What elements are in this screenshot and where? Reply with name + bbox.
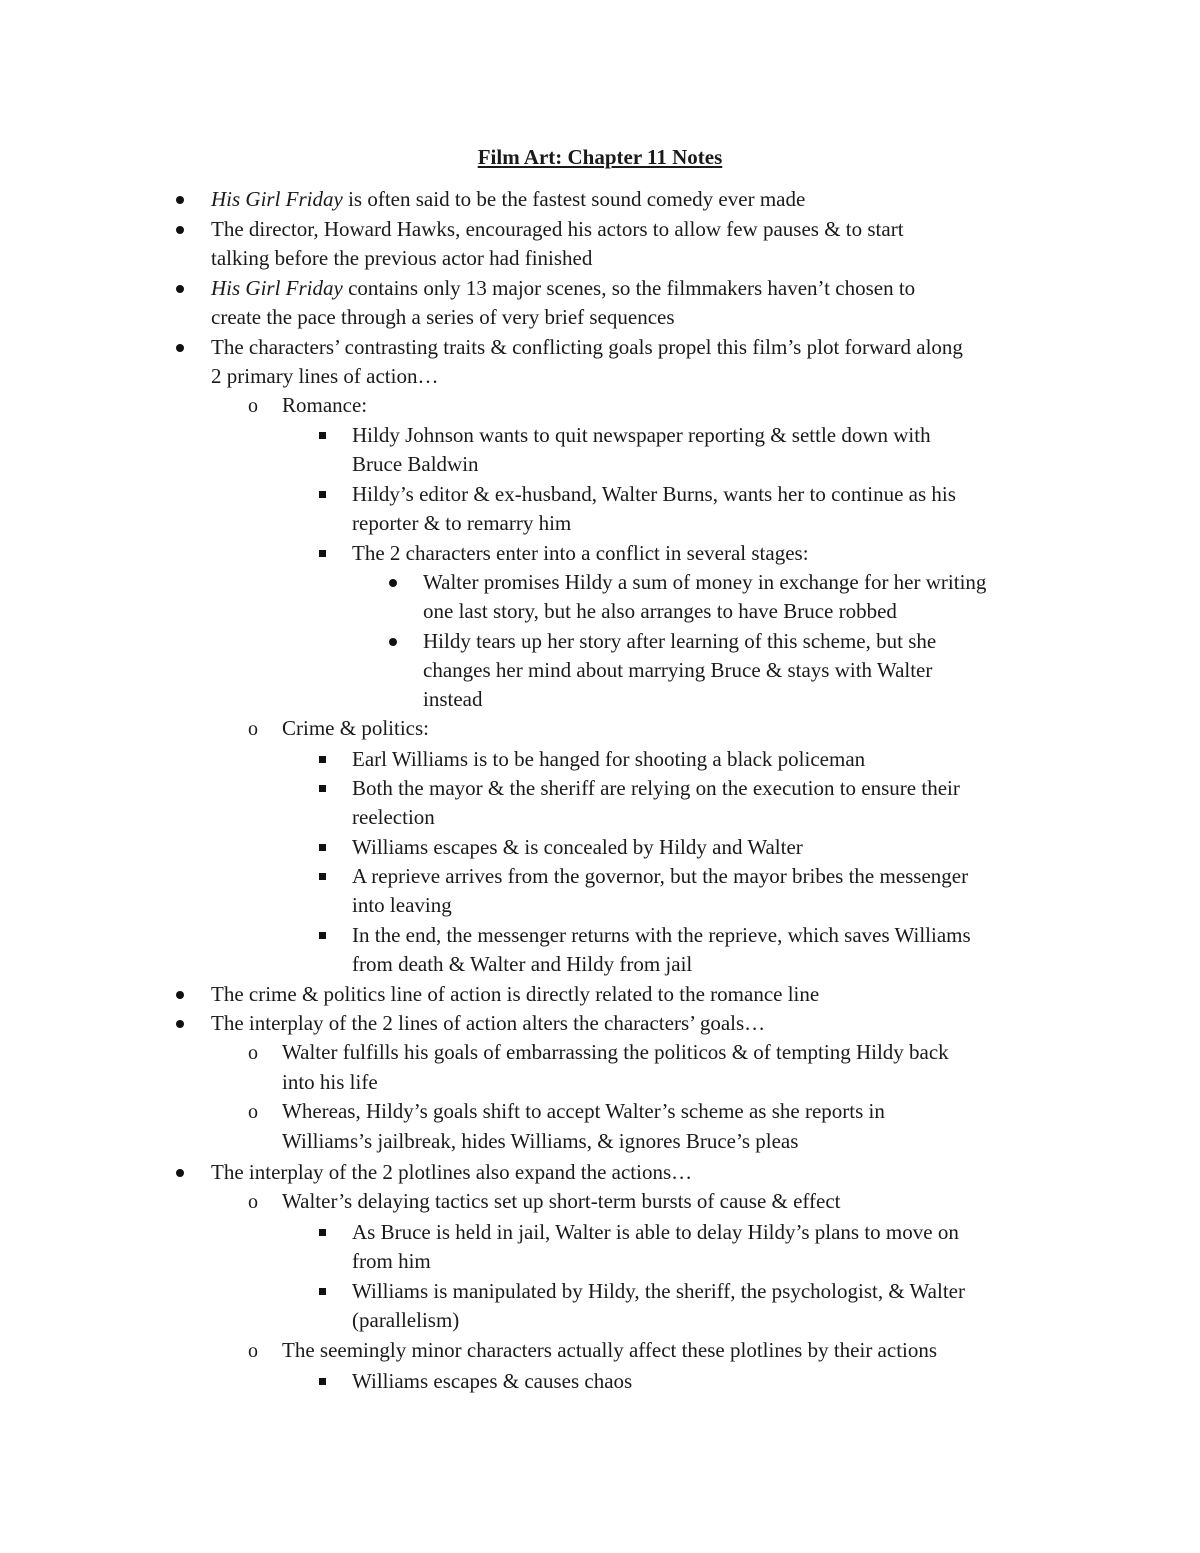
list-item xyxy=(211,274,915,303)
list-item-continuation: changes her mind about marrying Bruce & stays with Walter xyxy=(423,658,933,682)
list-item: Earl Williams is to be hanged for shooting a black policeman xyxy=(352,747,866,771)
list-item: Hildy’s editor & ex-husband, Walter Burns, wants her to continue as his xyxy=(352,482,956,506)
list-item-continuation: from him xyxy=(352,1249,431,1273)
list-item: The interplay of the 2 plotlines also expand the actions… xyxy=(211,1160,693,1184)
list-item-continuation: reelection xyxy=(352,805,435,829)
list-item: Williams escapes & is concealed by Hildy and Walter xyxy=(352,835,803,859)
list-item-continuation: create the pace through a series of very brief sequences xyxy=(211,305,675,329)
list-item: A reprieve arrives from the governor, but the mayor bribes the messenger xyxy=(352,864,969,888)
list-item: Williams escapes & causes chaos xyxy=(352,1369,633,1393)
film-title: His Girl Friday xyxy=(211,276,343,300)
bullet-icon xyxy=(389,638,397,646)
bullet-icon xyxy=(176,285,184,293)
bullet-icon xyxy=(176,344,184,352)
list-item: Romance: xyxy=(282,393,368,417)
list-item-continuation: into his life xyxy=(282,1070,378,1094)
circle-bullet-icon: o xyxy=(248,1101,258,1123)
list-item: The interplay of the 2 lines of action alters the characters’ goals… xyxy=(211,1011,766,1035)
circle-bullet-icon: o xyxy=(248,1042,258,1064)
list-item-text: is often said to be the fastest sound comedy ever made xyxy=(342,187,806,211)
circle-bullet-icon: o xyxy=(248,395,258,417)
list-item-continuation: one last story, but he also arranges to have Bruce robbed xyxy=(423,599,897,623)
list-item xyxy=(211,185,805,214)
list-item: The crime & politics line of action is directly related to the romance line xyxy=(211,982,820,1006)
square-bullet-icon xyxy=(319,756,326,763)
bullet-icon xyxy=(176,991,184,999)
bullet-icon xyxy=(176,196,184,204)
square-bullet-icon xyxy=(319,1229,326,1236)
list-item-continuation: from death & Walter and Hildy from jail xyxy=(352,952,693,976)
list-item: Hildy Johnson wants to quit newspaper reporting & settle down with xyxy=(352,423,931,447)
list-item-text: contains only 13 major scenes, so the filmmakers haven’t chosen to xyxy=(342,276,916,300)
page-title: Film Art: Chapter 11 Notes xyxy=(477,145,723,169)
list-item-continuation: into leaving xyxy=(352,893,452,917)
film-title: His Girl Friday xyxy=(211,187,343,211)
list-item-continuation: Williams’s jailbreak, hides Williams, & ignores Bruce’s pleas xyxy=(282,1129,799,1153)
list-item: Walter promises Hildy a sum of money in exchange for her writing xyxy=(423,570,987,594)
square-bullet-icon xyxy=(319,873,326,880)
list-item: Walter fulfills his goals of embarrassing the politicos & of tempting Hildy back xyxy=(282,1040,949,1064)
list-item-continuation: 2 primary lines of action… xyxy=(211,364,439,388)
bullet-icon xyxy=(176,226,184,234)
list-item: Williams is manipulated by Hildy, the sheriff, the psychologist, & Walter xyxy=(352,1279,965,1303)
square-bullet-icon xyxy=(319,550,326,557)
square-bullet-icon xyxy=(319,491,326,498)
circle-bullet-icon: o xyxy=(248,1340,258,1362)
list-item: In the end, the messenger returns with the reprieve, which saves Williams xyxy=(352,923,971,947)
square-bullet-icon xyxy=(319,432,326,439)
list-item: The 2 characters enter into a conflict in several stages: xyxy=(352,541,809,565)
circle-bullet-icon: o xyxy=(248,1191,258,1213)
list-item: Both the mayor & the sheriff are relying on the execution to ensure their xyxy=(352,776,960,800)
list-item-continuation: talking before the previous actor had finished xyxy=(211,246,593,270)
list-item-continuation: Bruce Baldwin xyxy=(352,452,479,476)
list-item: The seemingly minor characters actually affect these plotlines by their actions xyxy=(282,1338,938,1362)
square-bullet-icon xyxy=(319,1288,326,1295)
list-item: The characters’ contrasting traits & conflicting goals propel this film’s plot forward along xyxy=(211,335,963,359)
list-item: Crime & politics: xyxy=(282,716,429,740)
bullet-icon xyxy=(176,1020,184,1028)
list-item: Hildy tears up her story after learning of this scheme, but she xyxy=(423,629,937,653)
list-item-continuation: (parallelism) xyxy=(352,1308,460,1332)
circle-bullet-icon: o xyxy=(248,718,258,740)
list-item-continuation: reporter & to remarry him xyxy=(352,511,572,535)
list-item: The director, Howard Hawks, encouraged his actors to allow few pauses & to start xyxy=(211,217,904,241)
list-item: Walter’s delaying tactics set up short-term bursts of cause & effect xyxy=(282,1189,841,1213)
list-item: As Bruce is held in jail, Walter is able to delay Hildy’s plans to move on xyxy=(352,1220,959,1244)
square-bullet-icon xyxy=(319,844,326,851)
square-bullet-icon xyxy=(319,932,326,939)
bullet-icon xyxy=(389,579,397,587)
square-bullet-icon xyxy=(319,785,326,792)
square-bullet-icon xyxy=(319,1378,326,1385)
list-item: Whereas, Hildy’s goals shift to accept Walter’s scheme as she reports in xyxy=(282,1099,885,1123)
list-item-continuation: instead xyxy=(423,687,483,711)
bullet-icon xyxy=(176,1169,184,1177)
